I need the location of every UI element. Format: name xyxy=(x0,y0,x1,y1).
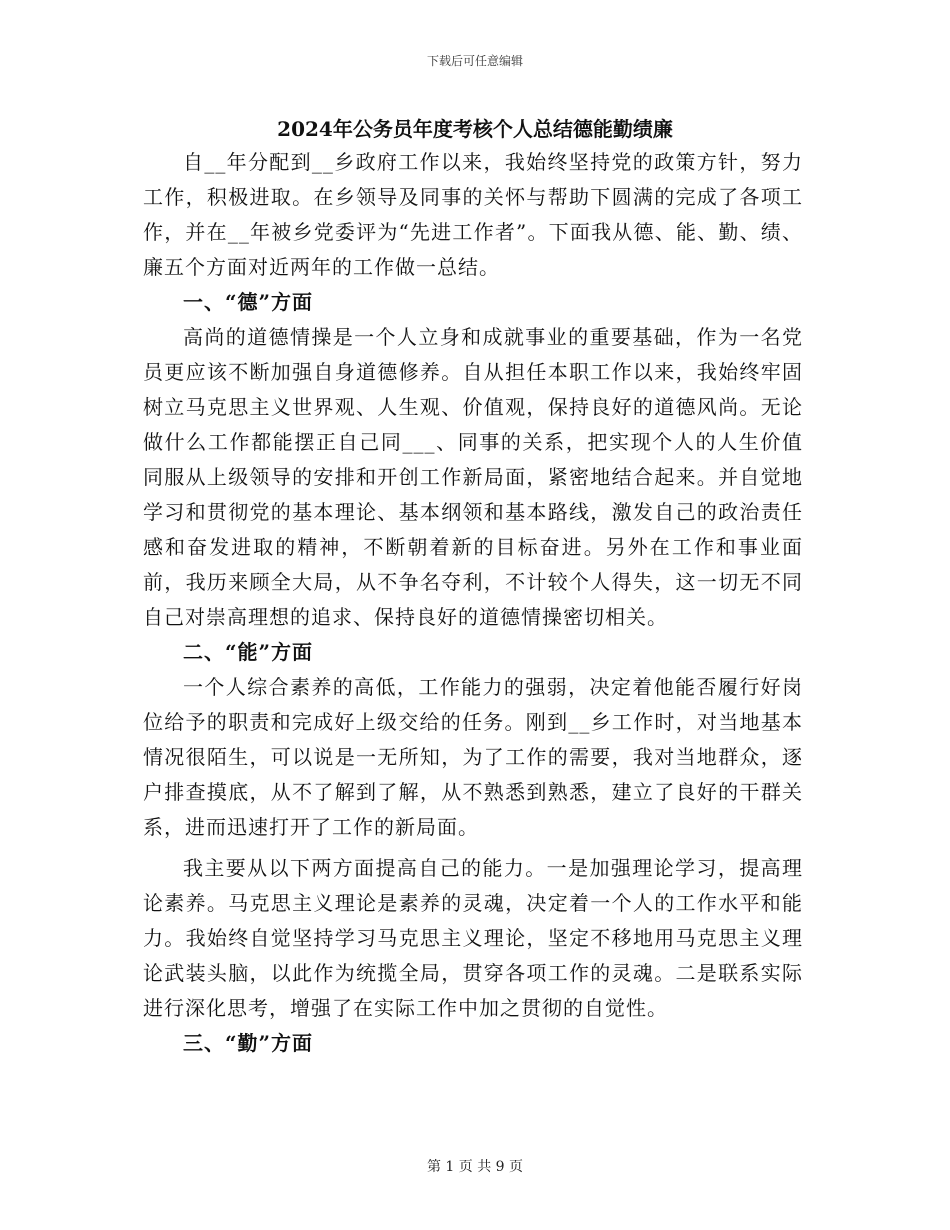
neng-paragraph-2: 我主要从以下两方面提高自己的能力。一是加强理论学习，提高理论素养。马克思主义理论是素养的灵魂，决定着一个人的工作水平和能力。我始终自觉坚持学习马克思主义理论，坚定不移地用马克思主义理论武装头脑，以此作为统揽全局，贯穿各项工作的灵魂。二是联系实际进行深化思考，增强了在实际工作中加之贯彻的自觉性。 xyxy=(143,856,803,1020)
de-paragraph: 高尚的道德情操是一个人立身和成就事业的重要基础，作为一名党员更应该不断加强自身道德修养。自从担任本职工作以来，我始终牢固树立马克思主义世界观、人生观、价值观，保持良好的道德风尚。无论做什么工作都能摆正自己同___、同事的关系，把实现个人的人生价值同服从上级领导的安排和开创工作新局面，紧密地结合起来。并自觉地学习和贯彻党的基本理论、基本纲领和基本路线，激发自己的政治责任感和奋发进取的精神，不断朝着新的目标奋进。另外在工作和事业面前，我历来顾全大局，从不争名夺利，不计较个人得失，这一切无不同自己对崇高理想的追求、保持良好的道德情操密切相关。 xyxy=(143,325,803,629)
section-heading-qin: 三、“勤”方面 xyxy=(183,1031,314,1055)
page-number-footer: 第 1 页 共 9 页 xyxy=(426,1159,524,1175)
neng-paragraph-1: 一个人综合素养的高低，工作能力的强弱，决定着他能否履行好岗位给予的职责和完成好上级交给的任务。刚到__乡工作时，对当地基本情况很陌生，可以说是一无所知，为了工作的需要，我对当地群众，逐户排查摸底，从不了解到了解，从不熟悉到熟悉，建立了良好的干群关系，进而迅速打开了工作的新局面。 xyxy=(143,675,803,839)
section-heading-neng: 二、“能”方面 xyxy=(183,640,314,664)
section-heading-de: 一、“德”方面 xyxy=(183,290,314,314)
document-body xyxy=(143,145,803,1061)
intro-paragraph: 自__年分配到__乡政府工作以来，我始终坚持党的政策方针，努力工作，积极进取。在乡领导及同事的关怀与帮助下圆满的完成了各项工作，并在__年被乡党委评为“先进工作者”。下面我从德、能、勤、绩、廉五个方面对近两年的工作做一总结。 xyxy=(143,150,803,279)
page-header-note: 下载后可任意编辑 xyxy=(426,54,523,68)
document-title: 2024年公务员年度考核个人总结德能勤绩廉 xyxy=(277,117,673,141)
